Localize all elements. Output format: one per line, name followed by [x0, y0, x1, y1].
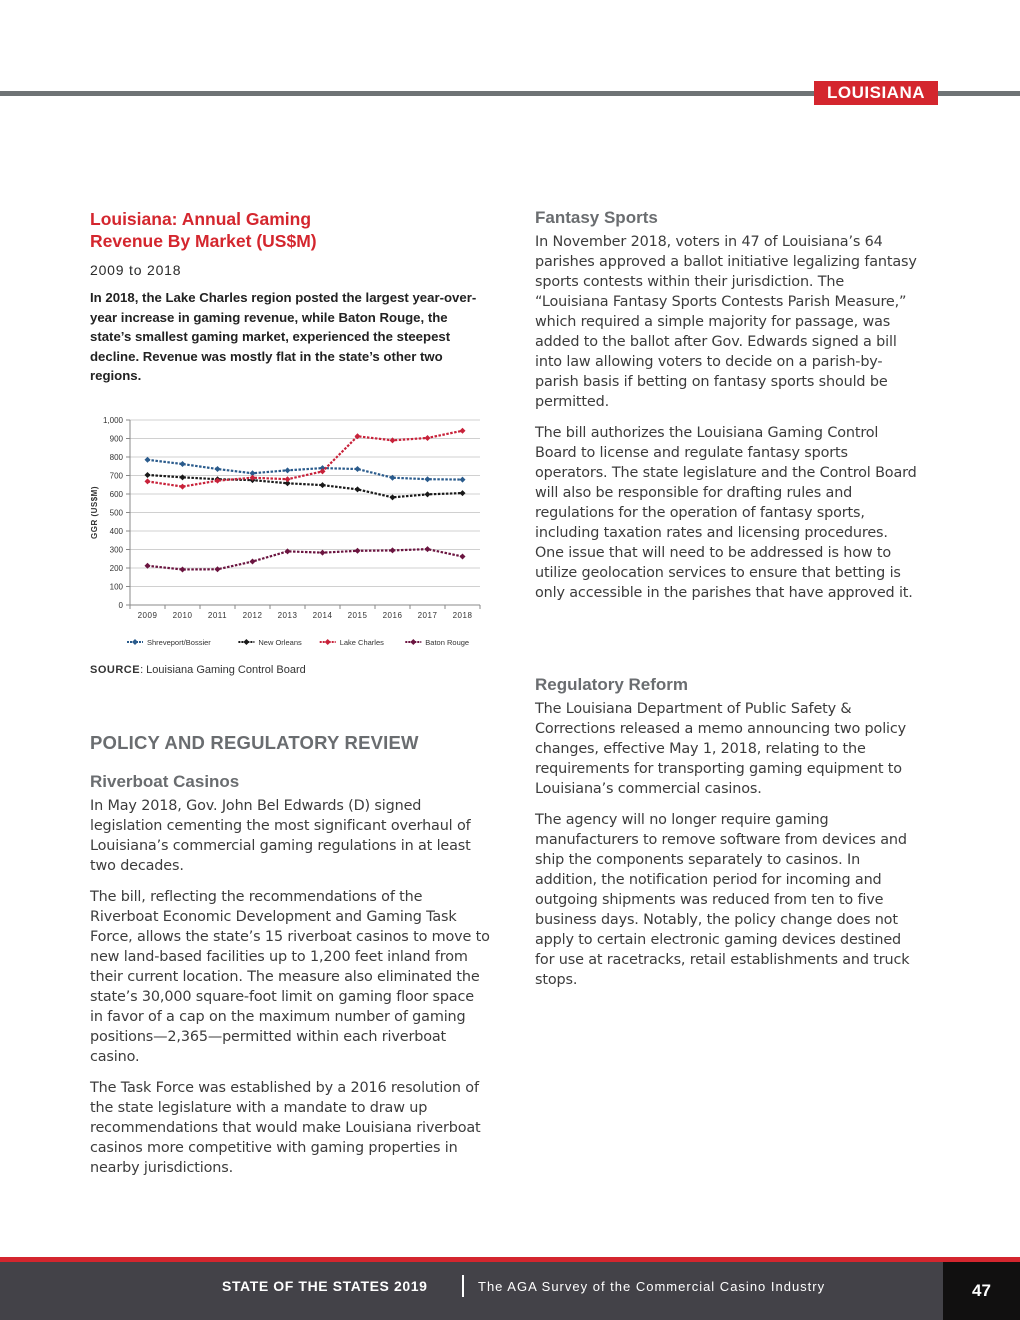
- legend-label: Baton Rouge: [425, 638, 470, 647]
- data-point: [320, 482, 326, 488]
- page-footer: [0, 1262, 1020, 1320]
- source-text: : Louisiana Gaming Control Board: [140, 664, 306, 676]
- data-point: [180, 484, 186, 490]
- y-tick-label: 200: [109, 564, 123, 573]
- riverboat-paragraph-2: The bill, reflecting the recommendations of the Riverboat Economic Development and Gaming Task Force, allows the state’s 15 riverboat casinos to move to new land-based facilities up to 1,200 feet inland from their current location. The measure also eliminated the state’s 30,000 square-foot limit on gaming floor space in favor of a cap on the maximum number of gaming positions—2,365—permitted within each riverboat casino.: [90, 889, 490, 1065]
- legend-label: New Orleans: [258, 638, 302, 647]
- y-tick-label: 900: [109, 434, 123, 444]
- line-chart: [85, 410, 490, 660]
- data-point: [460, 477, 466, 483]
- chart-title-line1: Louisiana: Annual Gaming: [90, 209, 312, 229]
- source-label: SOURCE: [90, 664, 141, 676]
- data-point: [145, 457, 151, 463]
- data-point: [390, 547, 396, 553]
- data-point: [145, 478, 151, 484]
- y-tick-label: 0: [118, 601, 123, 610]
- y-tick-label: 500: [109, 508, 123, 518]
- data-point: [285, 467, 291, 473]
- riverboat-heading: Riverboat Casinos: [90, 772, 240, 791]
- x-tick-label: 2017: [417, 611, 438, 620]
- data-point: [425, 546, 431, 552]
- legend-label: Lake Charles: [339, 638, 384, 647]
- policy-heading: POLICY AND REGULATORY REVIEW: [90, 732, 419, 753]
- data-point: [355, 486, 361, 492]
- y-tick-label: 1,000: [102, 416, 123, 425]
- y-tick-label: 100: [109, 582, 123, 592]
- data-point: [460, 554, 466, 560]
- regulatory-paragraph-2: The agency will no longer require gaming manufacturers to remove software from devices and ship the components separately to casinos. In addition, the notification period for incoming and outgoing shipments was reduced from ten to five business days. Notably, the policy change does not apply to certain electronic gaming devices destined for use at racetracks, retail establishments and truck stops.: [535, 812, 910, 988]
- fantasy-heading: Fantasy Sports: [535, 208, 658, 227]
- data-point: [215, 566, 221, 572]
- x-tick-label: 2016: [382, 611, 403, 620]
- riverboat-paragraph-3: The Task Force was established by a 2016 resolution of the state legislature with a mandate to draw up recommendations that would make Louisiana riverboat casinos more competitive with gaming properties in nearby jurisdictions.: [90, 1080, 481, 1176]
- fantasy-section: [535, 208, 920, 614]
- data-point: [285, 476, 291, 482]
- regulatory-heading: Regulatory Reform: [535, 675, 689, 694]
- page-number: 47: [943, 1262, 1020, 1320]
- regulatory-paragraph-1: The Louisiana Department of Public Safety & Corrections released a memo announcing two policy changes, effective May 1, 2018, relating to the requirements for transporting gaming equipment to Louisiana’s commercial casinos.: [535, 701, 907, 797]
- legend-label: Shreveport/Bossier: [147, 638, 211, 647]
- riverboat-section: [90, 772, 490, 1189]
- chart-block: [90, 208, 490, 386]
- data-point: [145, 472, 151, 478]
- data-point: [180, 461, 186, 467]
- legend-swatch-marker: [243, 639, 249, 645]
- footer-subtitle: The AGA Survey of the Commercial Casino Industry: [478, 1279, 826, 1294]
- chart-title: [90, 208, 490, 252]
- data-point: [390, 494, 396, 500]
- fantasy-paragraph-2: The bill authorizes the Louisiana Gaming Control Board to license and regulate fantasy sports operators. The state legislature and the Control Board will also be responsible for drafting rules and regulations for the operation of fantasy sports, including taxation rates and licensing procedures. One issue that will need to be addressed is how to utilize geolocation services to ensure that betting is only accessible in the parishes that have approved it.: [535, 425, 917, 601]
- data-point: [460, 428, 466, 434]
- data-point: [460, 490, 466, 496]
- riverboat-paragraph-1: In May 2018, Gov. John Bel Edwards (D) signed legislation cementing the most significant overhaul of Louisiana’s commercial gaming regulations in at least two decades.: [90, 798, 471, 874]
- y-tick-label: 700: [109, 471, 123, 481]
- y-axis-label: GGR (US$M): [90, 486, 99, 539]
- regulatory-section: [535, 675, 920, 1001]
- fantasy-paragraph-1: In November 2018, voters in 47 of Louisiana’s 64 parishes approved a ballot initiative legalizing fantasy sports contests within their jurisdiction. The “Louisiana Fantasy Sports Contests Parish Measure,” which required a simple majority for passage, was added to the ballot after Gov. Edwards signed a bill into law allowing voters to decide on a parish-by-parish basis if betting on fantasy sports should be permitted.: [535, 234, 917, 410]
- footer-title: STATE OF THE STATES 2019: [222, 1278, 428, 1294]
- chart-description: In 2018, the Lake Charles region posted the largest year-over-year increase in gaming revenue, while Baton Rouge, the state’s smallest gaming market, experienced the steepest decline. Revenue was mostly flat in the state’s other two regions.: [90, 290, 477, 383]
- data-point: [320, 550, 326, 556]
- x-tick-label: 2018: [452, 611, 473, 620]
- data-point: [355, 548, 361, 554]
- series-line: [148, 549, 463, 569]
- data-point: [425, 491, 431, 497]
- state-tag: LOUISIANA: [814, 81, 938, 105]
- legend-swatch-marker: [325, 639, 331, 645]
- legend-swatch-marker: [410, 639, 416, 645]
- data-point: [425, 476, 431, 482]
- data-point: [425, 435, 431, 441]
- chart-svg: [85, 410, 490, 660]
- x-tick-label: 2014: [312, 611, 333, 620]
- series-line: [148, 460, 463, 480]
- x-tick-label: 2009: [137, 611, 158, 620]
- x-tick-label: 2010: [172, 611, 193, 620]
- y-tick-label: 300: [109, 545, 123, 555]
- x-tick-label: 2011: [207, 611, 228, 620]
- y-tick-label: 400: [109, 527, 123, 536]
- x-tick-label: 2013: [277, 611, 298, 620]
- data-point: [215, 466, 221, 472]
- x-tick-label: 2015: [347, 611, 368, 620]
- legend-swatch-marker: [132, 639, 138, 645]
- chart-title-line2: Revenue By Market (US$M): [90, 231, 317, 251]
- data-point: [180, 566, 186, 572]
- y-tick-label: 600: [109, 490, 123, 499]
- chart-source: [90, 664, 306, 676]
- y-tick-label: 800: [109, 453, 123, 462]
- chart-subtitle: 2009 to 2018: [90, 262, 182, 278]
- x-tick-label: 2012: [242, 611, 263, 620]
- data-point: [355, 466, 361, 472]
- footer-divider: [462, 1275, 464, 1297]
- data-point: [250, 559, 256, 565]
